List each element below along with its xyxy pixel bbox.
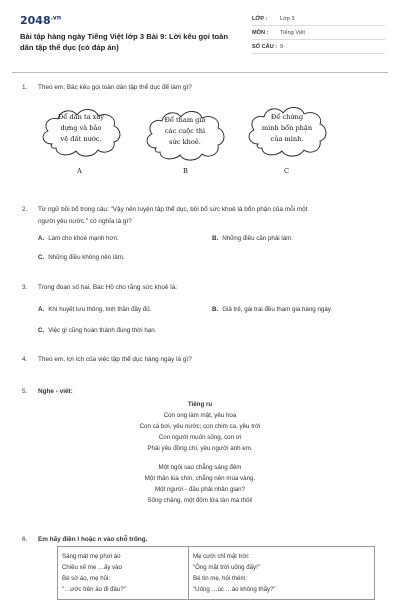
answer-text: Những điều không nên làm. [48, 254, 125, 261]
cloud-line: của mình. [270, 135, 304, 143]
fill-in-table [57, 546, 375, 600]
cloud-line: các cuộc thi [164, 127, 206, 135]
question-text: Em hãy điền l hoặc n vào chỗ trống. [38, 536, 148, 543]
question-text: Nghe - viết: [38, 388, 73, 395]
site-logo[interactable] [20, 14, 61, 27]
cloud-line: dựng và bảo [60, 124, 102, 132]
meta-key: SỐ CÂU : [252, 43, 278, 50]
meta-row-class [252, 12, 385, 26]
answer-option[interactable] [212, 306, 332, 313]
poem-line: Con ong làm mật, yêu hoa [163, 412, 237, 419]
question-text-line: người yêu nước." có nghĩa là gì? [38, 218, 132, 225]
table-line: Bé tin mẹ, hỏi thêm: [193, 575, 248, 582]
table-line: Chiều xế mẹ …ấy vào [62, 564, 122, 571]
table-line: Sáng mát mẹ phơi áo [62, 553, 121, 560]
poem-line: Một người - đâu phải nhân gian? [154, 486, 246, 493]
meta-table [252, 12, 385, 54]
question-number: 4. [22, 356, 28, 363]
answer-letter: B. [212, 306, 219, 313]
question-number: 6. [22, 536, 28, 543]
meta-row-count [252, 40, 385, 54]
question-text: Theo em, Bác kêu gọi toàn dân tập thể dục để làm gì? [38, 84, 192, 91]
cloud-option-c [244, 102, 330, 162]
cloud-line: Để chứng [270, 113, 304, 121]
cloud-line: Để tham gia [164, 116, 206, 124]
answer-text: Giả trẻ, gái trai đều tham gia hàng ngày. [222, 306, 333, 313]
answer-letter: C. [38, 327, 45, 334]
cloud-text [142, 115, 228, 148]
question-text: Theo em, lợi ích của việc tập thể dục hàng ngày là gì? [38, 356, 192, 363]
cloud-text [244, 112, 330, 145]
question-number: 1. [22, 84, 28, 91]
table-column-right [189, 547, 375, 599]
stanza-gap [100, 454, 300, 462]
question-number: 5. [22, 388, 28, 395]
poem-line: Sống chăng, một đốm lửa tàn mà thôi! [147, 497, 253, 504]
question-number: 2. [22, 206, 28, 213]
answer-text: Khí huyết lưu thông, tinh thần đầy đủ. [48, 306, 152, 313]
answer-text: Những điều cần phải làm. [222, 235, 294, 242]
poem-line: Con cá bơi, yêu nước; con chim ca, yêu trời [139, 423, 261, 430]
meta-value: Lớp 3 [280, 15, 295, 22]
option-b-label: B [183, 167, 188, 175]
poem-line: Con người muốn sống, con ơi [158, 434, 242, 441]
meta-value: Tiếng Việt [280, 29, 305, 36]
table-line: "…ước trên áo đi đâu?" [62, 586, 126, 593]
answer-option[interactable] [38, 306, 151, 313]
answer-option[interactable] [212, 235, 293, 242]
meta-row-subject [252, 26, 385, 40]
answer-text: Làm cho khoẻ mạnh hơn. [48, 235, 119, 242]
option-c-label: C [284, 167, 290, 175]
table-column-left [58, 547, 189, 599]
logo-suffix: .vn [50, 14, 62, 22]
table-line: "Ông mặt trời uống đấy!" [193, 564, 260, 571]
meta-key: MÔN : [252, 29, 269, 36]
answer-option[interactable] [38, 235, 119, 242]
question-number: 3. [22, 284, 28, 291]
answer-option[interactable] [38, 254, 125, 261]
question-text: Trong đoạn số hai, Bác Hồ cho rằng sức khoẻ là: [38, 284, 178, 291]
cloud-line: sức khoẻ. [169, 138, 201, 146]
header-divider [12, 72, 388, 73]
poem-line: Một ngôi sao chẳng sáng đêm [158, 464, 242, 471]
logo-text: 2048 [20, 14, 51, 27]
page-title: Bài tập hàng ngày Tiếng Việt lớp 3 Bài 9: Lời kêu gọi toàn dân tập thể dục (có đáp án) [20, 32, 228, 52]
meta-key: LỚP : [252, 15, 268, 22]
answer-option[interactable] [38, 327, 156, 334]
poem-title: Tiếng ru [187, 401, 213, 408]
table-line: Bé sờ áo, mẹ hỏi: [62, 575, 111, 582]
answer-letter: A. [38, 235, 45, 242]
option-a-label: A [77, 167, 82, 175]
question-text-line: Từ ngữ bồi bổ trong câu: "Vậy nên luyện tập thể dục, bồi bổ sức khoẻ là bổn phận của mỗi một [38, 206, 308, 213]
header [20, 12, 385, 62]
poem-line: Phải yêu đồng chí, yêu người anh em. [147, 445, 253, 452]
cloud-line: vệ đất nước. [60, 135, 102, 143]
poem-line: Một thân lúa chín, chẳng nên mùa vàng. [144, 475, 256, 482]
table-line: "Uống …úc …ào không thấy?" [193, 586, 276, 593]
cloud-text [38, 112, 124, 145]
cloud-line: Để dân ta xây [57, 113, 105, 121]
poem [100, 399, 300, 506]
cloud-option-b [142, 106, 228, 166]
cloud-line: minh bổn phận [261, 124, 313, 132]
answer-text: Việc gì cũng hoàn thành đúng thời hạn. [48, 327, 157, 334]
table-line: Mẹ cười chỉ mặt trời: [193, 553, 250, 560]
answer-letter: C. [38, 254, 45, 261]
cloud-option-a [38, 104, 124, 162]
answer-letter: B. [212, 235, 219, 242]
answer-letter: A. [38, 306, 45, 313]
meta-value: 9 [280, 43, 284, 50]
